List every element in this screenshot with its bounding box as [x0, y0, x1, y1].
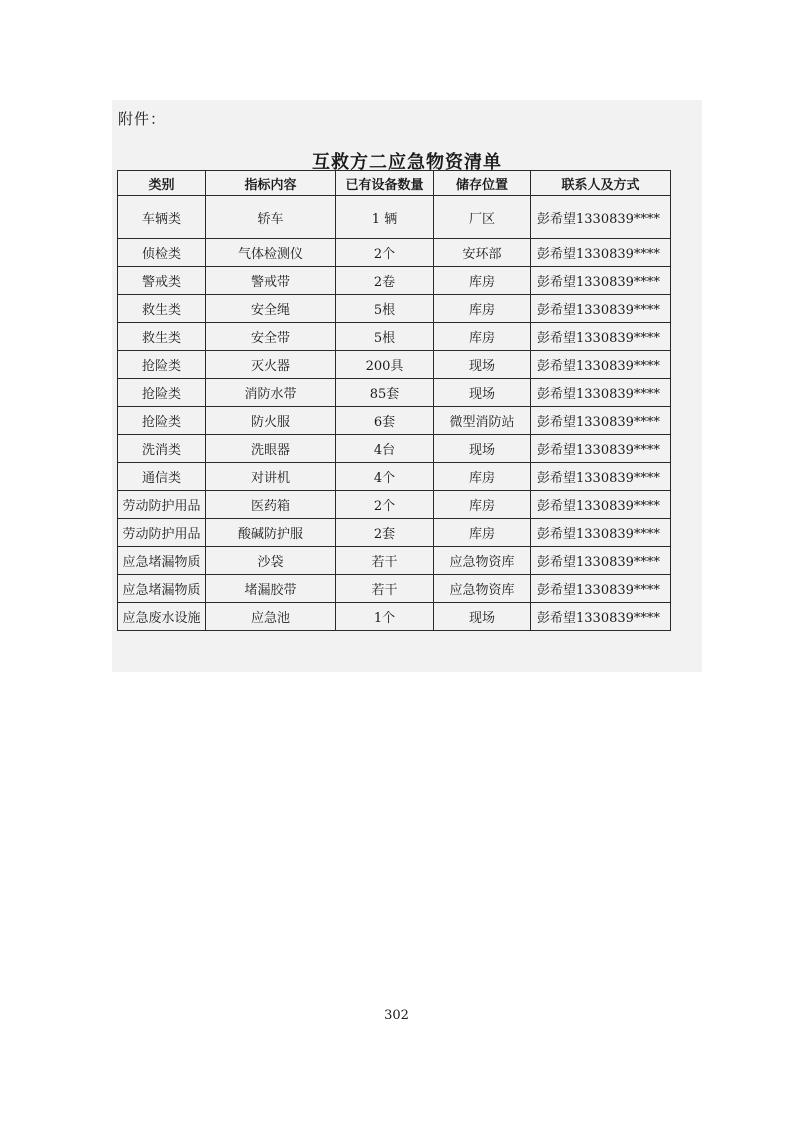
table-row: [118, 519, 671, 547]
cell-quantity: 2套: [336, 519, 434, 547]
table-row: [118, 239, 671, 267]
table-row: [118, 407, 671, 435]
cell-item: 对讲机: [206, 463, 336, 491]
table-row: [118, 603, 671, 631]
cell-item: 堵漏胶带: [206, 575, 336, 603]
table-row: [118, 491, 671, 519]
cell-quantity: 2个: [336, 491, 434, 519]
cell-contact: 彭希望1330839****: [531, 575, 671, 603]
table-header-row: [118, 171, 671, 196]
header-quantity: 已有设备数量: [336, 171, 434, 196]
cell-location: 微型消防站: [434, 407, 531, 435]
cell-contact: 彭希望1330839****: [531, 323, 671, 351]
cell-quantity: 1个: [336, 603, 434, 631]
cell-item: 消防水带: [206, 379, 336, 407]
cell-quantity: 5根: [336, 295, 434, 323]
cell-item: 防火服: [206, 407, 336, 435]
cell-category: 劳动防护用品: [118, 491, 206, 519]
cell-category: 救生类: [118, 295, 206, 323]
cell-item: 酸碱防护服: [206, 519, 336, 547]
cell-location: 库房: [434, 295, 531, 323]
cell-location: 安环部: [434, 239, 531, 267]
cell-category: 应急堵漏物质: [118, 575, 206, 603]
cell-category: 应急堵漏物质: [118, 547, 206, 575]
cell-quantity: 85套: [336, 379, 434, 407]
header-location: 储存位置: [434, 171, 531, 196]
cell-item: 洗眼器: [206, 435, 336, 463]
attachment-label: 附件：: [118, 110, 167, 128]
cell-item: 警戒带: [206, 267, 336, 295]
table-row: [118, 547, 671, 575]
cell-quantity: 6套: [336, 407, 434, 435]
table-row: [118, 463, 671, 491]
table-row: [118, 323, 671, 351]
cell-location: 应急物资库: [434, 575, 531, 603]
cell-category: 通信类: [118, 463, 206, 491]
cell-contact: 彭希望1330839****: [531, 547, 671, 575]
cell-contact: 彭希望1330839****: [531, 519, 671, 547]
emergency-supplies-table: [117, 170, 671, 631]
cell-category: 救生类: [118, 323, 206, 351]
table-row: [118, 267, 671, 295]
cell-category: 洗消类: [118, 435, 206, 463]
cell-contact: 彭希望1330839****: [531, 407, 671, 435]
header-item: 指标内容: [206, 171, 336, 196]
cell-item: 应急池: [206, 603, 336, 631]
cell-location: 库房: [434, 267, 531, 295]
cell-location: 库房: [434, 323, 531, 351]
cell-quantity: 2个: [336, 239, 434, 267]
cell-quantity: 2卷: [336, 267, 434, 295]
cell-location: 库房: [434, 491, 531, 519]
table-title: 互救方二应急物资清单: [312, 152, 502, 173]
cell-item: 安全绳: [206, 295, 336, 323]
cell-contact: 彭希望1330839****: [531, 603, 671, 631]
cell-category: 侦检类: [118, 239, 206, 267]
table-row: [118, 196, 671, 239]
cell-category: 抢险类: [118, 407, 206, 435]
cell-item: 沙袋: [206, 547, 336, 575]
cell-location: 应急物资库: [434, 547, 531, 575]
cell-category: 抢险类: [118, 351, 206, 379]
cell-quantity: 5根: [336, 323, 434, 351]
cell-contact: 彭希望1330839****: [531, 491, 671, 519]
cell-item: 医药箱: [206, 491, 336, 519]
cell-location: 现场: [434, 435, 531, 463]
cell-contact: 彭希望1330839****: [531, 379, 671, 407]
cell-quantity: 4个: [336, 463, 434, 491]
cell-quantity: 200具: [336, 351, 434, 379]
cell-item: 安全带: [206, 323, 336, 351]
cell-contact: 彭希望1330839****: [531, 196, 671, 239]
cell-contact: 彭希望1330839****: [531, 463, 671, 491]
cell-location: 厂区: [434, 196, 531, 239]
cell-location: 库房: [434, 463, 531, 491]
cell-quantity: 若干: [336, 547, 434, 575]
cell-contact: 彭希望1330839****: [531, 351, 671, 379]
table-row: [118, 351, 671, 379]
cell-category: 抢险类: [118, 379, 206, 407]
cell-contact: 彭希望1330839****: [531, 295, 671, 323]
table-row: [118, 575, 671, 603]
cell-item: 轿车: [206, 196, 336, 239]
table-row: [118, 435, 671, 463]
cell-location: 现场: [434, 379, 531, 407]
header-category: 类别: [118, 171, 206, 196]
cell-item: 气体检测仪: [206, 239, 336, 267]
cell-contact: 彭希望1330839****: [531, 239, 671, 267]
cell-location: 现场: [434, 603, 531, 631]
table-row: [118, 379, 671, 407]
cell-category: 警戒类: [118, 267, 206, 295]
cell-quantity: 4台: [336, 435, 434, 463]
header-contact: 联系人及方式: [531, 171, 671, 196]
cell-location: 现场: [434, 351, 531, 379]
cell-contact: 彭希望1330839****: [531, 267, 671, 295]
cell-quantity: 若干: [336, 575, 434, 603]
cell-category: 车辆类: [118, 196, 206, 239]
cell-category: 劳动防护用品: [118, 519, 206, 547]
cell-item: 灭火器: [206, 351, 336, 379]
page-number: 302: [384, 1008, 409, 1023]
cell-contact: 彭希望1330839****: [531, 435, 671, 463]
table-row: [118, 295, 671, 323]
cell-quantity: 1 辆: [336, 196, 434, 239]
cell-category: 应急废水设施: [118, 603, 206, 631]
cell-location: 库房: [434, 519, 531, 547]
